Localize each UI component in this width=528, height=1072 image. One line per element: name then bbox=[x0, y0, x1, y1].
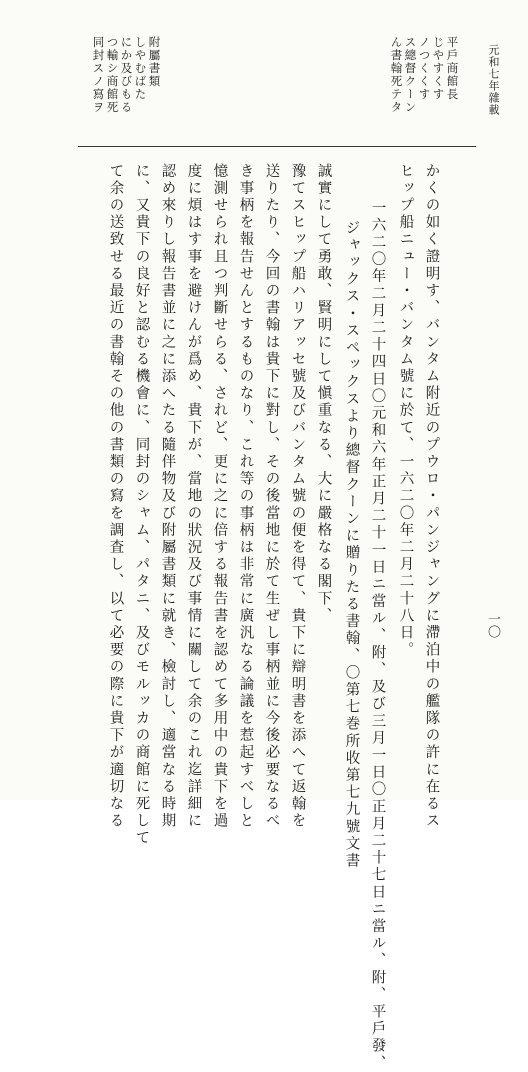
body-column: かくの如く證明す、バンタム附近のプウロ・パンジャングに滯泊中の艦隊の許に在るス bbox=[423, 163, 440, 830]
body-column: 送りたり、今回の書翰は貴下に對し、その後當地に於て生ぜし事柄並に今後必要なるべ bbox=[263, 163, 280, 830]
body-column: ジャックス・スペックスより總督クーンに贈りたる書翰、〇第七巻所收第七九號文書 bbox=[343, 220, 360, 870]
body-column: 一六二〇年二月二十四日〇元和六年正月二十一日ニ當ル、附、及び三月一日〇正月二十七日ニ當ル、附、平戶發、 bbox=[369, 200, 386, 1072]
body-column: き事柄を報告せんとするものなり、これ等の事柄は非常に廣汎なる論議を惹起すべしと bbox=[237, 163, 254, 830]
running-head: 元和七年雜載 bbox=[487, 44, 500, 116]
body-column: 豫てスヒップ船ハリアッセ號及びバンタム號の便を得て、貴下に辯明書を添へて返翰を bbox=[289, 163, 306, 830]
marginal-note: つ輸シ商館死 bbox=[105, 36, 120, 114]
marginal-note: しやむばた bbox=[133, 36, 148, 101]
body-column: 認め來りし報告書並に之に添へたる隨伴物及び附屬書類に就き、檢討し、適當なる時期 bbox=[159, 163, 176, 830]
marginal-note: 附屬書類 bbox=[147, 36, 162, 88]
marginal-note: ん書翰死テタ bbox=[389, 36, 404, 114]
page-number: 一〇 bbox=[485, 612, 500, 638]
body-column: に、又貴下の良好と認むる機會に、同封のシャム、パタニ、及びモルッカの商館に死して bbox=[133, 163, 150, 847]
marginal-note: じやすくす bbox=[431, 36, 446, 101]
marginal-note: にか及びもる bbox=[119, 36, 134, 114]
marginal-note: 平戶商館長 bbox=[445, 36, 460, 101]
marginal-note: 同封スノ寫ヲ bbox=[91, 36, 106, 114]
marginal-note: ス總督クーン bbox=[403, 36, 418, 114]
body-column: 誠實にして勇敢、賢明にして愼重なる、大に嚴格なる閣下、 bbox=[315, 163, 332, 625]
body-column: て余の送致せる最近の書翰その他の書類の寫を調査し、以て必要の際に貴下が適切なる bbox=[107, 163, 124, 830]
marginal-note: ノつくくす bbox=[417, 36, 432, 101]
header-rule bbox=[78, 146, 476, 147]
body-column: 度に煩はす事を避けんが爲め、貴下が、當地の狀況及び事情に關して余のこれ迄詳細に bbox=[185, 163, 202, 830]
body-column: ヒップ船ニュー・バンタム號に於て、一六二〇年二月二十八日。 bbox=[397, 163, 414, 659]
body-column: 憶測せられ且つ判斷せらる、されど、更に之に倍する報告書を認めて多用中の貴下を過 bbox=[211, 163, 228, 830]
